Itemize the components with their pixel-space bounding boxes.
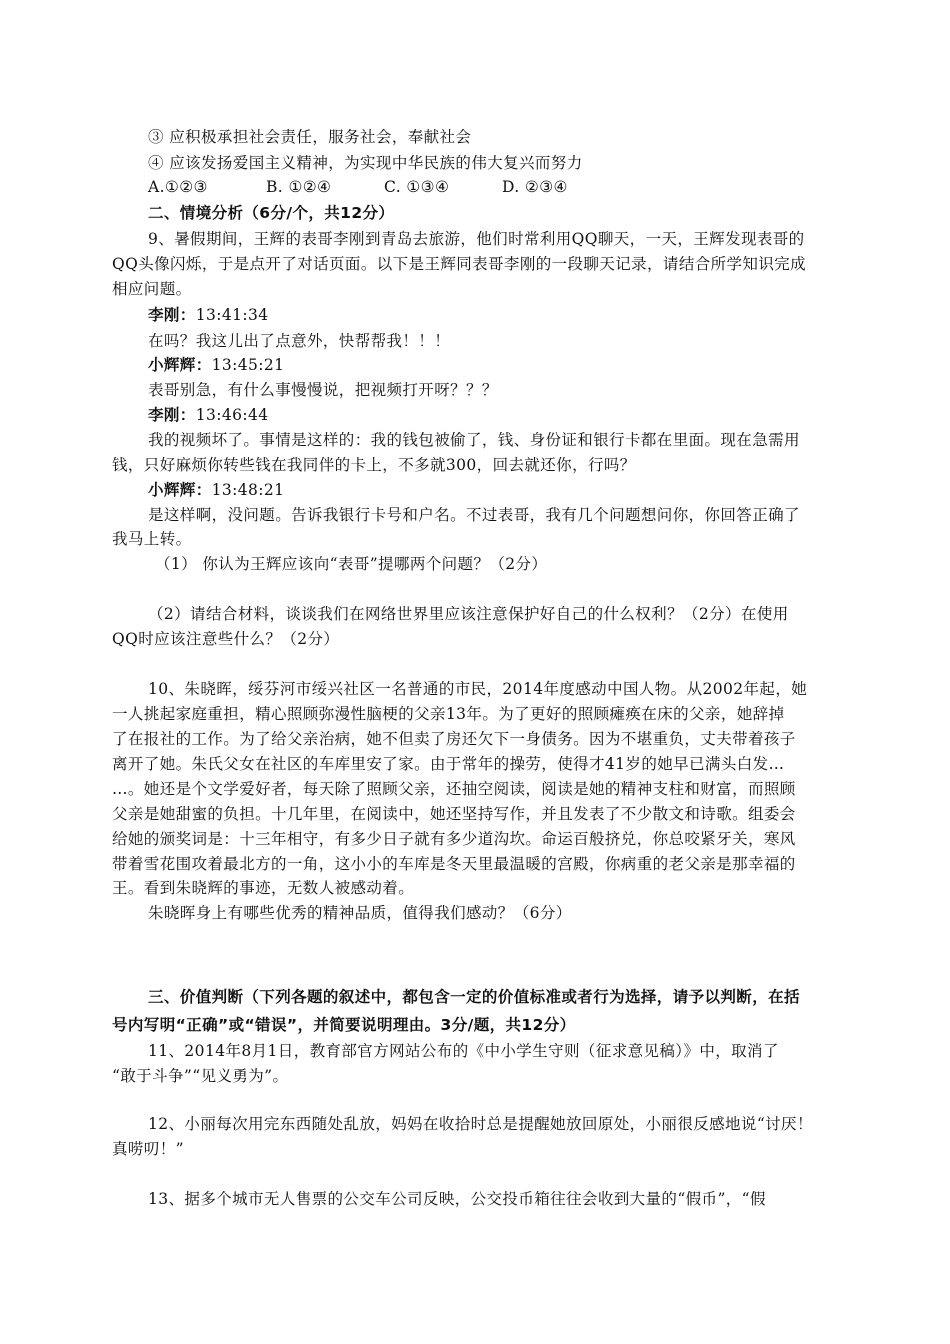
q10-text-line: 一人挑起家庭重担，精心照顾弥漫性脑梗的父亲13年。为了更好的照顾瘫痪在床的父亲，她辞掉 xyxy=(112,705,785,723)
q12-text-line: 12、小丽每次用完东西随处乱放，妈妈在收拾时总是提醒她放回原处，小丽很反感地说“讨厌！ xyxy=(148,1115,813,1133)
chat-time: 13:48:21 xyxy=(211,481,285,499)
q10-text-line: 离开了她。朱氏父女在社区的车库里安了家。由于常年的操劳，使得才41岁的她早已满头白发… xyxy=(112,755,785,773)
q10-text-line: …。她还是个文学爱好者，每天除了照顾父亲，还抽空阅读，阅读是她的精神支柱和财富，而照顾 xyxy=(112,780,796,798)
chat-time: 13:46:44 xyxy=(195,406,269,424)
q11-text-line: “敢于斗争”“见义勇为”。 xyxy=(112,1067,289,1085)
chat-speaker: 李刚： xyxy=(148,406,196,424)
chat-message: 我马上转。 xyxy=(112,530,192,548)
section-2-heading: 二、情境分析（6分/个，共12分） xyxy=(148,204,395,222)
choice-c: C. ①③④ xyxy=(384,178,450,196)
chat-header xyxy=(148,404,269,426)
q9-subquestion-2: QQ时应该注意些什么？（2分） xyxy=(112,630,340,648)
option-4: ④ 应该发扬爱国主义精神，为实现中华民族的伟大复兴而努力 xyxy=(148,154,583,172)
choice-a: A.①②③ xyxy=(148,178,208,196)
q10-question: 朱晓晖身上有哪些优秀的精神品质，值得我们感动？（6分） xyxy=(148,904,572,922)
chat-header xyxy=(148,354,284,376)
chat-message: 在吗？我这儿出了点意外，快帮帮我！！！ xyxy=(148,332,451,350)
chat-speaker: 小辉辉： xyxy=(148,481,212,499)
answer-choices xyxy=(148,176,568,198)
chat-speaker: 小辉辉： xyxy=(148,356,212,374)
section-3-heading: 三、价值判断（下列各题的叙述中，都包含一定的价值标准或者行为选择，请予以判断，在括 xyxy=(148,988,800,1006)
chat-message: 是这样啊，没问题。告诉我银行卡号和户名。不过表哥，我有几个问题想问你，你回答正确了 xyxy=(148,506,800,524)
chat-message: 表哥别急，有什么事慢慢说，把视频打开呀？？？ xyxy=(148,381,498,399)
q10-text-line: 了在报社的工作。为了给父亲治病，她不但卖了房还欠下一身债务。因为不堪重负，丈夫带着孩子 xyxy=(112,730,796,748)
choice-b: B. ①②④ xyxy=(266,178,332,196)
choice-d: D. ②③④ xyxy=(502,178,568,196)
q9-intro-line: QQ头像闪烁，于是点开了对话页面。以下是王辉同表哥李刚的一段聊天记录，请结合所学知识完成 xyxy=(112,255,807,273)
chat-time: 13:45:21 xyxy=(211,356,285,374)
q10-text-line: 给她的颁奖词是：十三年相守，有多少日子就有多少道沟坎。命运百般挤兑，你总咬紧牙关，寒风 xyxy=(112,830,796,848)
q10-text-line: 10、朱晓晖，绥芬河市绥兴社区一名普通的市民，2014年度感动中国人物。从2002年起，她 xyxy=(148,680,808,698)
chat-message: 钱，只好麻烦你转些钱在我同伴的卡上，不多就300，回去就还你，行吗？ xyxy=(112,456,636,474)
q10-text-line: 带着雪花围攻着最北方的一角，这小小的车库是冬天里最温暖的宫殿，你病重的老父亲是那幸福的 xyxy=(112,855,796,873)
q9-subquestion-2: （2）请结合材料，谈谈我们在网络世界里应该注意保护好自己的什么权利？（2分）在使用 xyxy=(148,605,789,623)
q9-intro-line: 相应问题。 xyxy=(112,280,192,298)
chat-message: 我的视频坏了。事情是这样的：我的钱包被偷了，钱、身份证和银行卡都在里面。现在急需用 xyxy=(148,431,800,449)
q13-text-line: 13、据多个城市无人售票的公交车公司反映，公交投币箱往往会收到大量的“假币”，“假 xyxy=(148,1190,766,1208)
q12-text-line: 真唠叨！” xyxy=(112,1140,184,1158)
section-3-heading: 号内写明“正确”或“错误”，并简要说明理由。3分/题，共12分） xyxy=(112,1016,576,1034)
chat-time: 13:41:34 xyxy=(195,306,269,324)
q10-text-line: 王。看到朱晓辉的事迹，无数人被感动着。 xyxy=(112,879,415,897)
q10-text-line: 父亲是她甜蜜的负担。十几年里，在阅读中，她还坚持写作，并且发表了不少散文和诗歌。组委会 xyxy=(112,805,796,823)
q11-text-line: 11、2014年8月1日，教育部官方网站公布的《中小学生守则（征求意见稿）》中，取消了 xyxy=(148,1042,779,1060)
q9-intro-line: 9、暑假期间，王辉的表哥李刚到青岛去旅游，他们时常利用QQ聊天，一天，王辉发现表哥的 xyxy=(148,230,805,248)
chat-header xyxy=(148,304,269,326)
chat-speaker: 李刚： xyxy=(148,306,196,324)
chat-header xyxy=(148,479,284,501)
option-3: ③ 应积极承担社会责任，服务社会，奉献社会 xyxy=(148,128,472,146)
q9-subquestion-1: （1） 你认为王辉应该向“表哥”提哪两个问题？（2分） xyxy=(155,555,548,573)
